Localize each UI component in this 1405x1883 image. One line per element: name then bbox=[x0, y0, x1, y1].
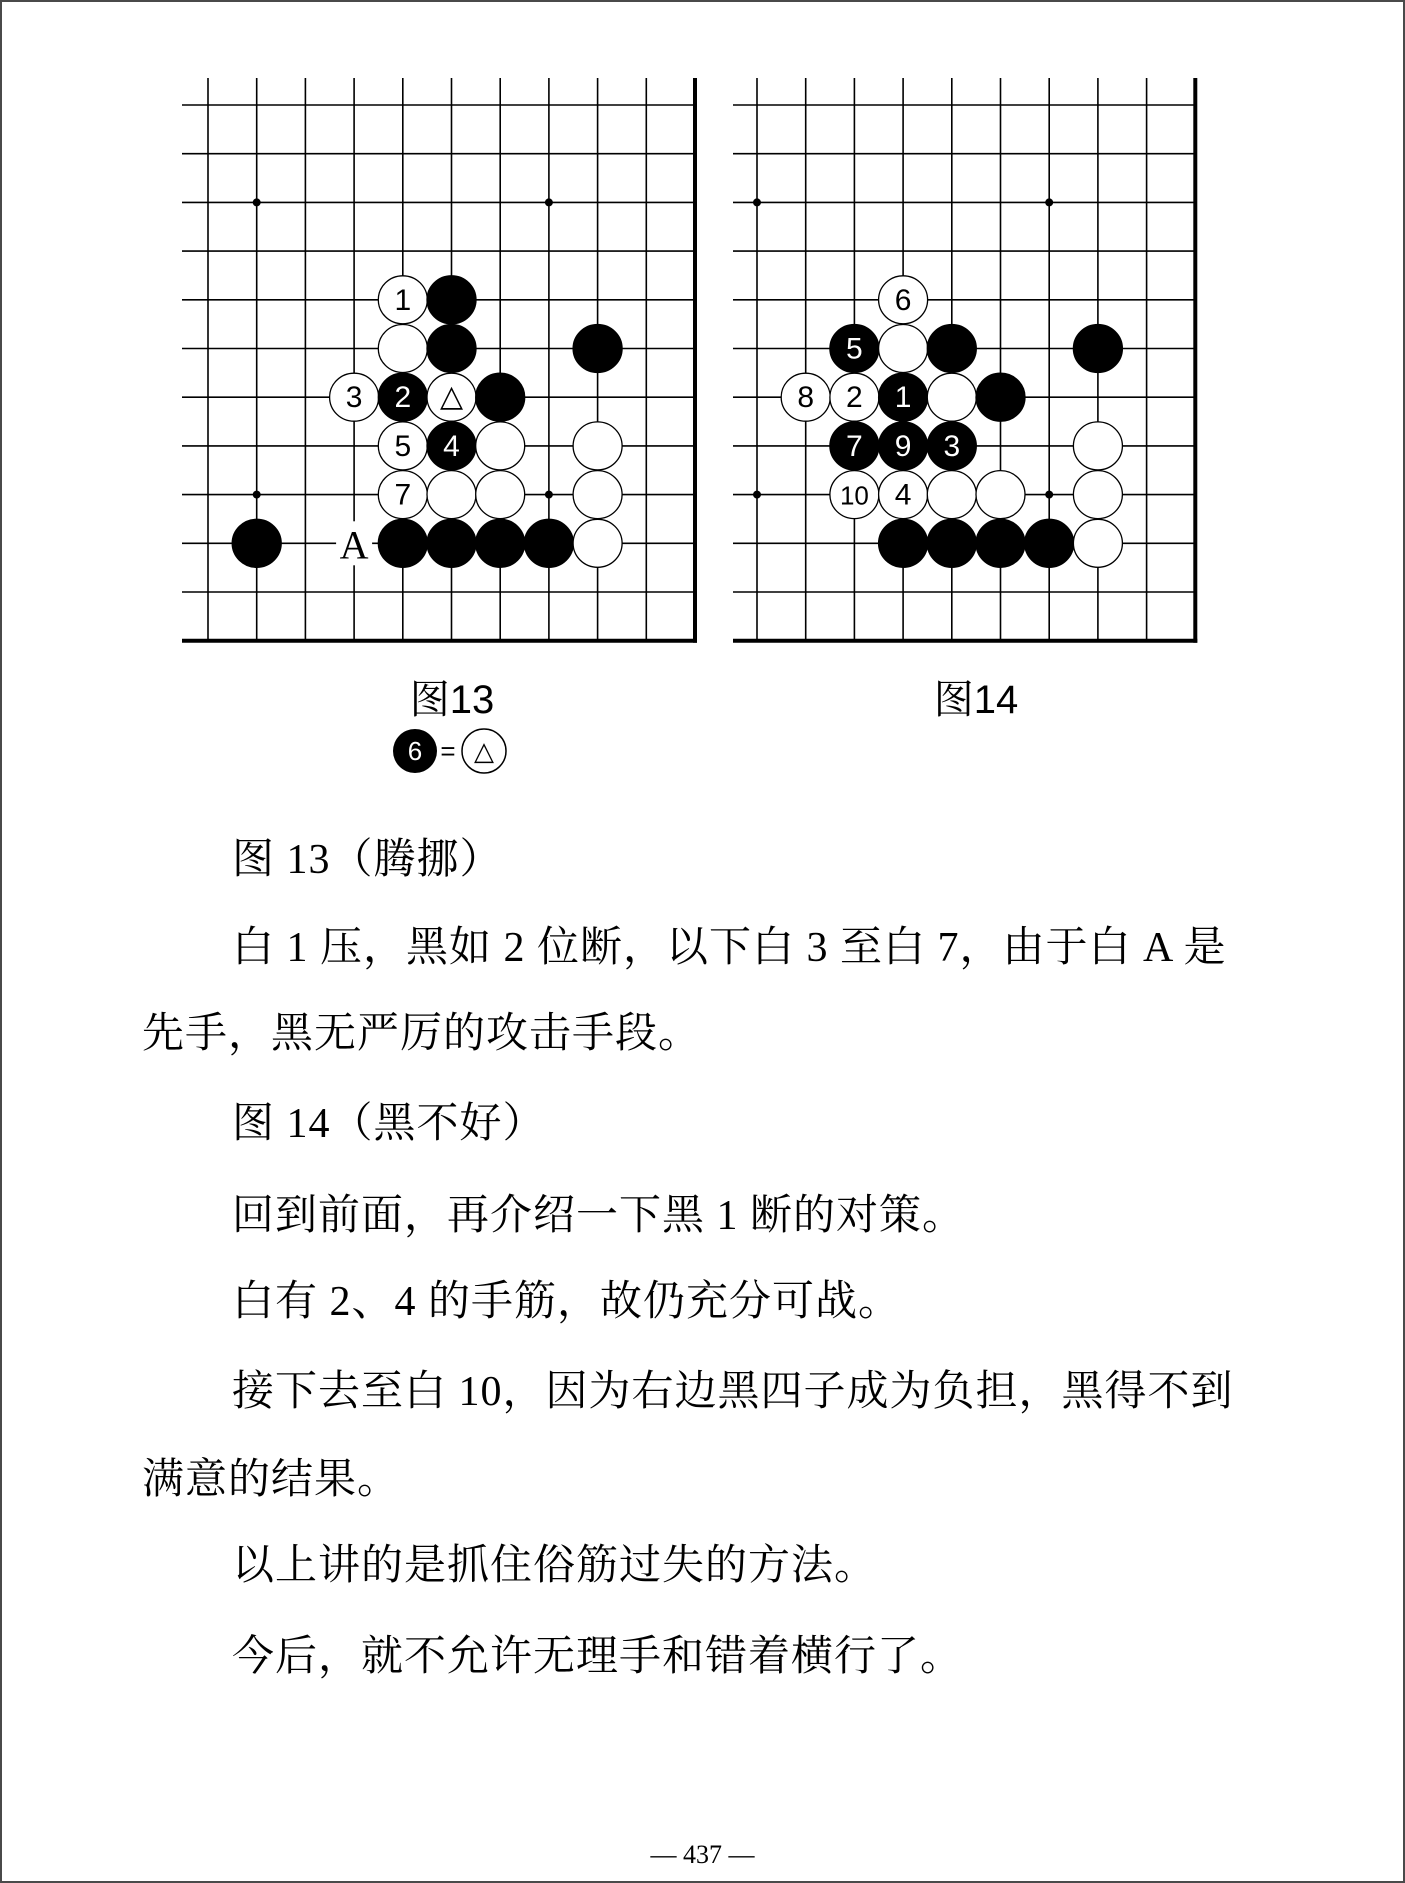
white-stone bbox=[927, 373, 976, 421]
stone-move-number: 8 bbox=[797, 381, 815, 415]
stone-move-number: 6 bbox=[894, 283, 912, 317]
star-point bbox=[753, 198, 761, 206]
star-point bbox=[1045, 198, 1053, 206]
white-stone bbox=[1073, 519, 1122, 567]
black-stone bbox=[927, 519, 976, 567]
black-stone bbox=[573, 325, 622, 373]
heading-fig14: 图 14（黑不好） bbox=[232, 1101, 546, 1147]
stone-move-number: 7 bbox=[394, 478, 412, 512]
go-diagrams bbox=[0, 0, 1405, 720]
black-stone bbox=[1073, 325, 1122, 373]
black-stone bbox=[879, 519, 928, 567]
stone-move-number: 2 bbox=[394, 381, 412, 415]
white-stone bbox=[427, 471, 476, 519]
heading-fig13: 图 13（腾挪） bbox=[232, 837, 503, 883]
stone-move-number: 5 bbox=[846, 332, 863, 366]
paragraph-line: 先手，黑无严厉的攻击手段。 bbox=[142, 1011, 702, 1057]
page-number: — 437 — bbox=[650, 1840, 755, 1869]
star-point bbox=[753, 491, 761, 499]
paragraph-line: 白有 2、4 的手筋，故仍充分可战。 bbox=[232, 1279, 902, 1325]
star-point bbox=[253, 198, 261, 206]
black-stone bbox=[427, 519, 476, 567]
star-point bbox=[545, 491, 553, 499]
paragraph-line: 满意的结果。 bbox=[142, 1457, 401, 1503]
legend-black-label: 6 bbox=[407, 736, 423, 766]
legend-triangle-label: △ bbox=[474, 737, 494, 767]
board-mark-label: A bbox=[339, 522, 369, 568]
white-stone bbox=[879, 325, 928, 373]
black-stone bbox=[378, 519, 427, 567]
black-stone bbox=[1025, 519, 1074, 567]
paragraph-line: 接下去至白 10，因为右边黑四子成为负担，黑得不到 bbox=[232, 1369, 1234, 1415]
white-stone bbox=[927, 471, 976, 519]
star-point bbox=[1045, 491, 1053, 499]
stone-move-number: 1 bbox=[394, 283, 412, 317]
black-stone bbox=[476, 519, 525, 567]
stone-move-number: △ bbox=[439, 380, 464, 414]
paragraph-line: 白 1 压，黑如 2 位断，以下白 3 至白 7，由于白 A 是 bbox=[232, 925, 1227, 971]
black-stone bbox=[232, 519, 281, 567]
black-stone bbox=[476, 373, 525, 421]
black-stone bbox=[427, 325, 476, 373]
white-stone bbox=[476, 422, 525, 470]
paragraph-line: 今后，就不允许无理手和错着横行了。 bbox=[232, 1634, 964, 1680]
black-stone bbox=[976, 519, 1025, 567]
paragraph-line: 回到前面，再介绍一下黑 1 断的对策。 bbox=[232, 1193, 966, 1239]
black-stone bbox=[976, 373, 1025, 421]
diagram-13-legend bbox=[385, 726, 515, 776]
star-point bbox=[253, 491, 261, 499]
white-stone bbox=[976, 471, 1025, 519]
stone-move-number: 3 bbox=[345, 381, 363, 415]
stone-move-number: 9 bbox=[894, 429, 912, 463]
white-stone bbox=[476, 471, 525, 519]
stone-move-number: 4 bbox=[443, 429, 460, 463]
stone-move-number: 5 bbox=[394, 429, 412, 463]
black-stone bbox=[524, 519, 573, 567]
stone-move-number: 10 bbox=[839, 480, 869, 511]
star-point bbox=[545, 198, 553, 206]
black-stone bbox=[927, 325, 976, 373]
legend-equals: = bbox=[440, 736, 456, 766]
black-stone bbox=[427, 276, 476, 324]
stone-move-number: 1 bbox=[894, 381, 912, 415]
diagram-14-caption: 图14 bbox=[933, 678, 1019, 722]
white-stone bbox=[573, 471, 622, 519]
stone-move-number: 7 bbox=[846, 429, 863, 463]
white-stone bbox=[573, 422, 622, 470]
paragraph-line: 以上讲的是抓住俗筋过失的方法。 bbox=[232, 1543, 878, 1589]
white-stone bbox=[378, 325, 427, 373]
stone-move-number: 2 bbox=[846, 381, 863, 415]
white-stone bbox=[1073, 471, 1122, 519]
white-stone bbox=[1073, 422, 1122, 470]
stone-move-number: 3 bbox=[943, 429, 961, 463]
stone-move-number: 4 bbox=[894, 478, 912, 512]
diagram-13-caption: 图13 bbox=[409, 678, 495, 722]
white-stone bbox=[573, 519, 622, 567]
